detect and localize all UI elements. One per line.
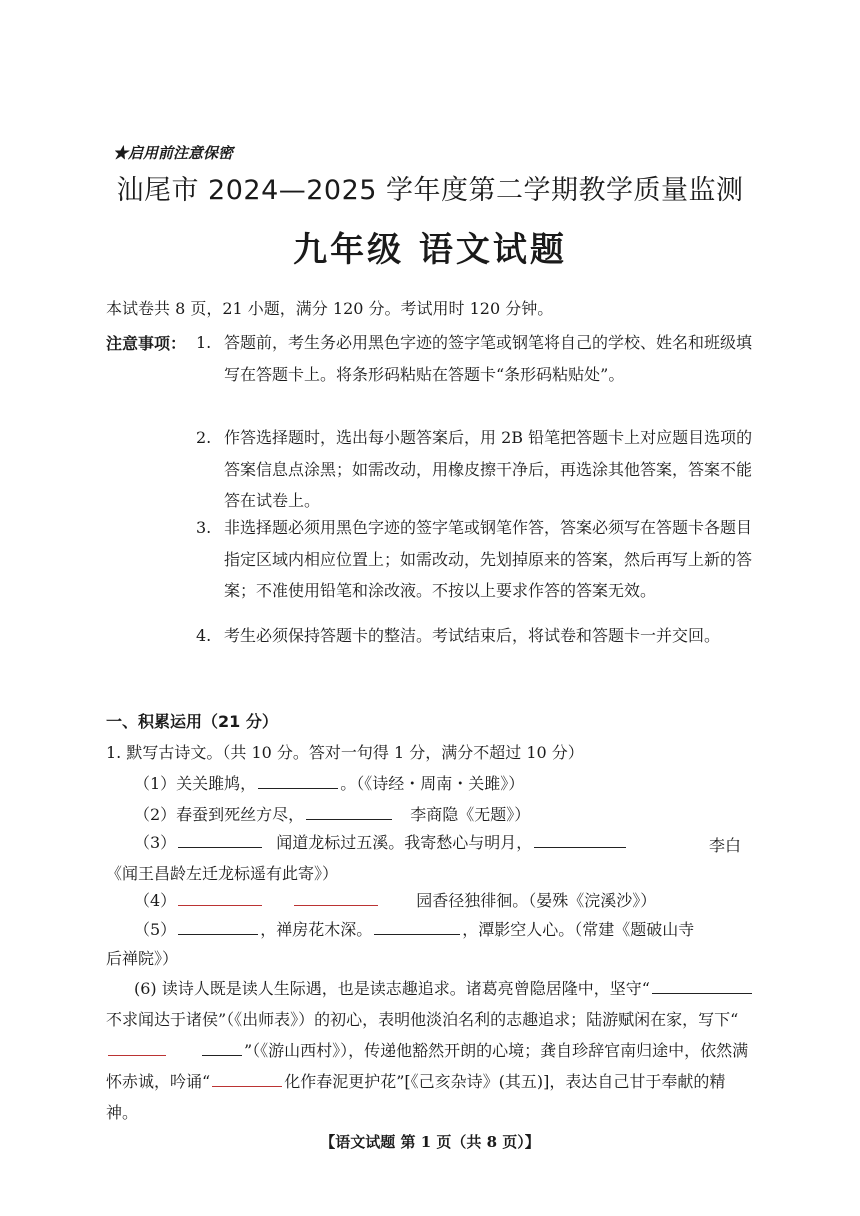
item-author: 李白	[709, 836, 742, 855]
item-text: （5）	[134, 920, 177, 939]
item-source: 《闻王昌龄左迁龙标遥有此寄》）	[106, 864, 339, 883]
dictation-item-6	[106, 973, 756, 1128]
answer-blank	[178, 846, 262, 848]
answer-blank	[108, 1054, 166, 1056]
note-number: 1.	[196, 333, 212, 352]
exam-subtitle: 九年级 语文试题	[293, 230, 567, 270]
item-text: 不求闻达于诸侯”（《出师表》）的初心，表明他淡泊名利的志趣追求；陆游赋闲在家，写下“	[106, 1010, 739, 1029]
notes-label: 注意事项：	[106, 334, 187, 353]
answer-blank	[178, 933, 258, 935]
answer-blank	[178, 904, 262, 906]
item-text: (6) 读诗人既是读人生际遇，也是读志趣追求。诸葛亮曾隐居隆中，坚守“	[134, 979, 650, 998]
answer-blank	[374, 933, 460, 935]
answer-blank	[212, 1085, 282, 1087]
note-text: 作答选择题时，选出每小题答案后，用 2B 铅笔把答题卡上对应题目选项的答案信息点涂黑；如需改动，用橡皮擦干净后，再选涂其他答案，答案不能答在试卷上。	[224, 428, 753, 510]
note-item	[196, 327, 766, 390]
item-text: （3）	[134, 833, 177, 852]
dictation-item-3	[134, 830, 628, 853]
item-text: ”（《游山西村》），传递他豁然开朗的心境；龚自珍辞官南归途中，依然满怀赤诚，吟诵“	[106, 1041, 749, 1091]
item-text: 园香径独徘徊。（晏殊《浣溪沙》）	[416, 891, 657, 910]
note-text: 答题前，考生务必用黑色字迹的签字笔或钢笔将自己的学校、姓名和班级填写在答题卡上。将条形码粘贴在答题卡“条形码粘贴处”。	[224, 333, 753, 384]
confidential-notice: ★启用前注意保密	[113, 144, 234, 162]
note-text: 非选择题必须用黑色字迹的签字笔或钢笔作答，答案必须写在答题卡各题目指定区域内相应位置上；如需改动，先划掉原来的答案，然后再写上新的答案；不准使用铅笔和涂改液。不按以上要求作答的答案无效。	[224, 518, 753, 600]
note-item	[196, 620, 766, 652]
item-text: 化作春泥更护花”[《己亥杂诗》(其五)]，表达自己甘于奉献的精神。	[106, 1072, 726, 1122]
note-number: 3.	[196, 518, 212, 537]
answer-blank	[534, 846, 626, 848]
note-number: 2.	[196, 428, 212, 447]
item-text: ，潭影空人心。（常建《题破山寺	[462, 920, 695, 939]
item-text: 。（《诗经・周南・关雎》）	[340, 774, 525, 793]
question-1-prompt: 1. 默写古诗文。（共 10 分。答对一句得 1 分，满分不超过 10 分）	[106, 743, 584, 762]
note-item	[196, 512, 766, 607]
note-item	[196, 422, 766, 517]
dictation-item-4	[134, 888, 656, 911]
item-text: （2）春蚕到死丝方尽，	[134, 805, 305, 824]
item-text: ，禅房花木深。	[260, 920, 373, 939]
item-text: 李商隐《无题》）	[410, 805, 531, 824]
item-text: 闻道龙标过五溪。我寄愁心与明月，	[276, 833, 533, 852]
page-footer: 【语文试题 第 1 页（共 8 页）】	[320, 1133, 540, 1151]
dictation-item-1	[134, 771, 524, 794]
item-text: （4）	[134, 891, 177, 910]
note-text: 考生必须保持答题卡的整洁。考试结束后，将试卷和答题卡一并交回。	[224, 626, 721, 645]
exam-title: 汕尾市 2024—2025 学年度第二学期教学质量监测	[116, 175, 744, 206]
exam-intro: 本试卷共 8 页，21 小题，满分 120 分。考试用时 120 分钟。	[106, 299, 554, 318]
section-title: 一、积累运用（21 分）	[106, 712, 278, 731]
dictation-item-5	[134, 917, 694, 940]
item-text: （1）关关雎鸠，	[134, 774, 257, 793]
item-source: 后禅院》）	[106, 949, 179, 968]
dictation-item-2	[134, 802, 530, 825]
answer-blank	[258, 787, 338, 789]
answer-blank	[652, 992, 752, 994]
note-number: 4.	[196, 626, 212, 645]
answer-blank	[306, 818, 392, 820]
answer-blank	[294, 904, 378, 906]
answer-blank	[202, 1054, 242, 1056]
